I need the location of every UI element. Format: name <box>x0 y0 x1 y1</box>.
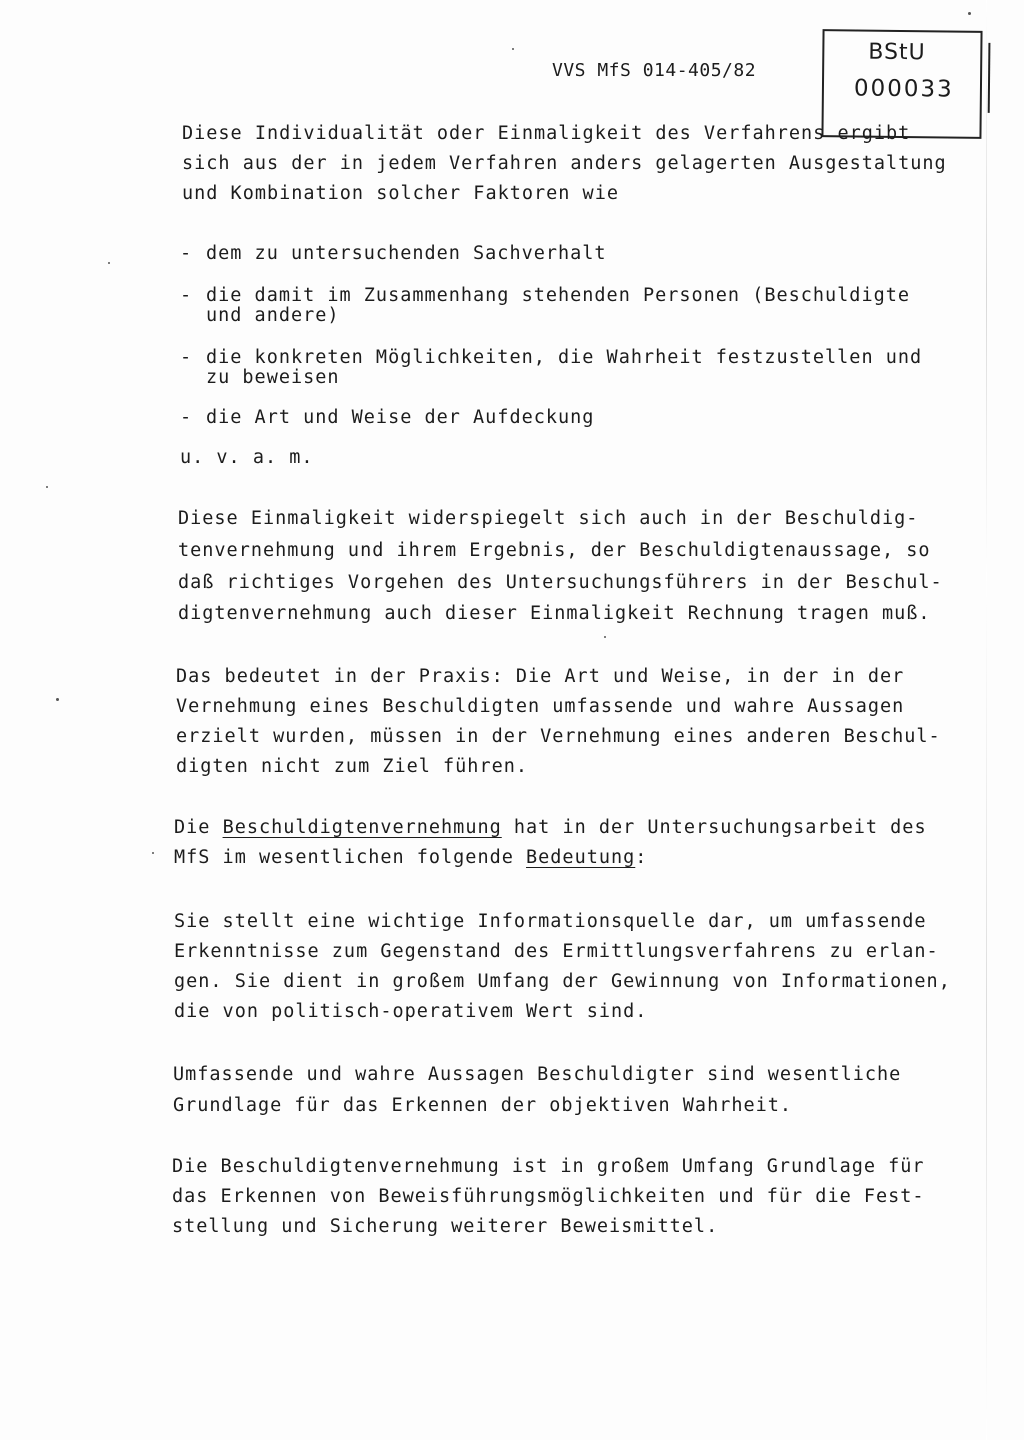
scan-speck <box>56 698 59 701</box>
list-item-continuation: zu beweisen <box>206 367 340 388</box>
text-line <box>174 847 647 869</box>
text-line: und Kombination solcher Faktoren wie <box>182 183 619 204</box>
list-dash: - <box>180 347 193 368</box>
text-line: stellung und Sicherung weiterer Beweismittel. <box>172 1216 719 1237</box>
text-line: Vernehmung eines Beschuldigten umfassende und wahre Aussagen <box>176 696 905 717</box>
text-line: digten nicht zum Ziel führen. <box>176 756 529 777</box>
text-line: gen. Sie dient in großem Umfang der Gewinnung von Informationen, <box>174 971 951 992</box>
text-fragment: MfS im wesentlichen folgende <box>174 847 527 868</box>
text-line: Das bedeutet in der Praxis: Die Art und Weise, in der in der <box>176 666 905 687</box>
text-line: erzielt wurden, müssen in der Vernehmung eines anderen Beschul- <box>176 726 941 747</box>
text-line: Die Beschuldigtenvernehmung ist in großem Umfang Grundlage für <box>172 1156 925 1177</box>
scan-speck <box>46 486 48 488</box>
list-item <box>180 348 922 388</box>
underlined-term: Beschuldigtenvernehmung <box>222 817 502 838</box>
text-line: die von politisch-operativem Wert sind. <box>174 1001 648 1022</box>
text-line: Sie stellt eine wichtige Informationsquelle dar, um umfassende <box>174 911 927 932</box>
text-line: das Erkennen von Beweisführungsmöglichkeiten und für die Fest- <box>172 1186 925 1207</box>
scan-speck <box>512 48 514 50</box>
list-item-continuation: und andere) <box>206 305 340 326</box>
list-item-text: dem zu untersuchenden Sachverhalt <box>206 243 607 264</box>
underlined-term: Bedeutung <box>526 847 636 868</box>
text-fragment: hat in der Untersuchungsarbeit des <box>501 817 927 838</box>
scan-speck <box>108 262 110 264</box>
scan-speck <box>604 636 606 638</box>
text-line: daß richtiges Vorgehen des Untersuchungsführers in der Beschul- <box>178 572 943 593</box>
stamp-page-number: 000033 <box>853 75 954 103</box>
list-dash: - <box>180 407 193 428</box>
scan-speck <box>968 12 971 15</box>
text-line: digtenvernehmung auch dieser Einmaligkeit Rechnung tragen muß. <box>178 603 931 624</box>
list-item <box>180 408 594 428</box>
scan-margin-line <box>986 0 987 1440</box>
list-dash: - <box>180 243 193 264</box>
text-line: Diese Individualität oder Einmaligkeit des Verfahrens ergibt <box>182 123 911 144</box>
text-line: Grundlage für das Erkennen der objektiven Wahrheit. <box>173 1095 793 1116</box>
stamp-agency: BStU <box>868 39 926 66</box>
document-reference: VVS MfS 014-405/82 <box>552 60 757 81</box>
text-fragment: : <box>635 847 648 868</box>
list-dash: - <box>180 285 193 306</box>
text-line: sich aus der in jedem Verfahren anders gelagerten Ausgestaltung <box>182 153 947 174</box>
list-tail: u. v. a. m. <box>180 447 314 468</box>
list-item-text: die Art und Weise der Aufdeckung <box>206 407 595 428</box>
text-line: Umfassende und wahre Aussagen Beschuldigter sind wesentliche <box>173 1064 902 1085</box>
scan-speck <box>152 852 154 854</box>
stamp-tab <box>980 43 991 113</box>
text-fragment: Die <box>174 817 223 838</box>
list-item <box>180 286 910 326</box>
text-line <box>174 817 927 839</box>
text-line: tenvernehmung und ihrem Ergebnis, der Beschuldigtenaussage, so <box>178 540 931 561</box>
text-line: Erkenntnisse zum Gegenstand des Ermittlungsverfahrens zu erlan- <box>174 941 939 962</box>
list-item-text: die damit im Zusammenhang stehenden Personen (Beschuldigte <box>206 285 911 306</box>
list-item <box>180 244 607 264</box>
list-item-text: die konkreten Möglichkeiten, die Wahrheit festzustellen und <box>206 347 923 368</box>
text-line: Diese Einmaligkeit widerspiegelt sich auch in der Beschuldig- <box>178 508 919 529</box>
